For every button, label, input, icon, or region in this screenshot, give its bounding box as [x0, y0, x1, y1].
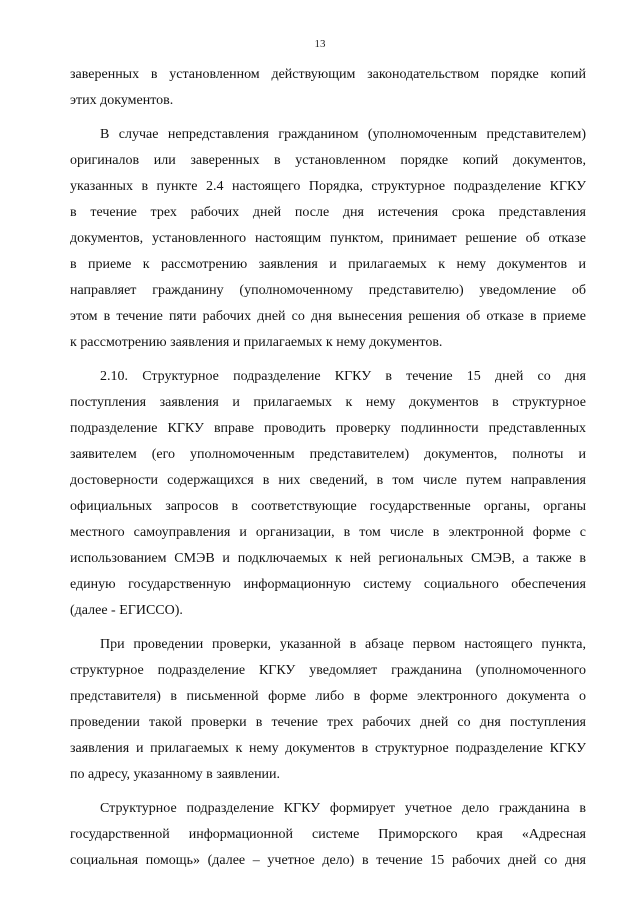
text-line: местного самоуправления и организации, в том числе в электронной форме с — [70, 525, 586, 540]
text-line: использованием СМЭВ и подключаемых к ней региональных СМЭВ, а также в — [70, 551, 586, 566]
text-line: по адресу, указанному в заявлении. — [70, 767, 281, 782]
text-line: этих документов. — [70, 93, 174, 108]
text-line: В случае непредставления гражданином (уполномоченным представителем) — [100, 127, 586, 142]
text-line: Структурное подразделение КГКУ формирует учетное дело гражданина в — [100, 801, 586, 816]
text-line: При проведении проверки, указанной в абзаце первом настоящего пункта, — [100, 637, 586, 652]
text-line: указанных в пункте 2.4 настоящего Порядка, структурное подразделение КГКУ — [70, 179, 586, 194]
text-line: структурное подразделение КГКУ уведомляет гражданина (уполномоченного — [70, 663, 586, 678]
text-line: этом в течение пяти рабочих дней со дня вынесения решения об отказе в приеме — [70, 309, 586, 324]
text-line: оригиналов или заверенных в установленном порядке копий документов, — [70, 153, 586, 168]
text-line: к рассмотрению заявления и прилагаемых к нему документов. — [70, 335, 443, 350]
paragraph — [70, 364, 586, 624]
document-body — [70, 62, 586, 874]
text-line: подразделение КГКУ вправе проводить проверку подлинности представленных — [70, 421, 586, 436]
text-line: достоверности содержащихся в них сведений, в том числе путем направления — [70, 473, 586, 488]
text-line: заявления и прилагаемых к нему документов в структурное подразделение КГКУ — [70, 741, 586, 756]
text-line: представителя) в письменной форме либо в форме электронного документа о — [70, 689, 586, 704]
text-line: официальных запросов в соответствующие государственные органы, органы — [70, 499, 586, 514]
text-line: документов, установленного настоящим пунктом, принимает решение об отказе — [70, 231, 586, 246]
text-line: государственной информационной системе Приморского края «Адресная — [70, 827, 586, 842]
page-number: 13 — [314, 38, 326, 50]
paragraph — [70, 796, 586, 874]
text-line: единую государственную информационную систему социального обеспечения — [70, 577, 586, 592]
paragraph — [70, 62, 586, 114]
text-line: в приеме к рассмотрению заявления и прилагаемых к нему документов и — [70, 257, 586, 272]
paragraph — [70, 632, 586, 788]
text-line: направляет гражданину (уполномоченному представителю) уведомление об — [70, 283, 586, 298]
text-line: 2.10. Структурное подразделение КГКУ в течение 15 дней со дня — [100, 369, 586, 384]
text-line: заявителем (его уполномоченным представителем) документов, полноты и — [70, 447, 586, 462]
text-line: поступления заявления и прилагаемых к нему документов в структурное — [70, 395, 586, 410]
text-line: (далее - ЕГИССО). — [70, 603, 183, 618]
text-line: проведении такой проверки в течение трех рабочих дней со дня поступления — [70, 715, 586, 730]
text-line: социальная помощь» (далее – учетное дело) в течение 15 рабочих дней со дня — [70, 853, 586, 868]
paragraph — [70, 122, 586, 356]
text-line: в течение трех рабочих дней после дня истечения срока представления — [70, 205, 586, 220]
text-line: заверенных в установленном действующим законодательством порядке копий — [70, 67, 586, 82]
